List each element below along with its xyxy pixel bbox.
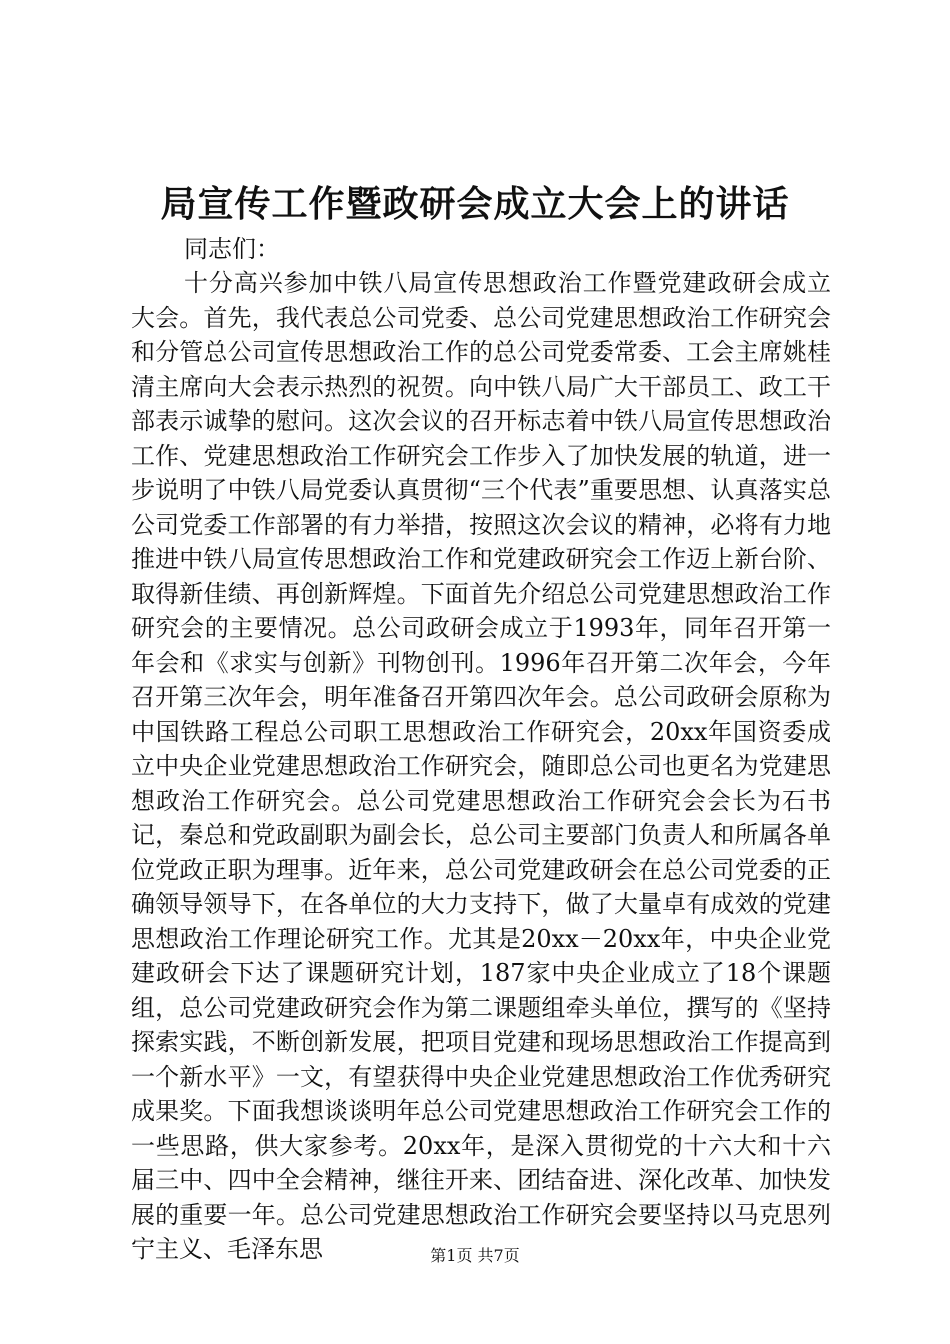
document-title: 局宣传工作暨政研会成立大会上的讲话 bbox=[160, 183, 790, 225]
salutation: 同志们： bbox=[184, 235, 280, 263]
body-paragraph: 十分高兴参加中铁八局宣传思想政治工作暨党建政研会成立大会。首先，我代表总公司党委、总公司党建思想政治工作研究会和分管总公司宣传思想政治工作的总公司党委常委、工会主席姚桂清主席向大会表示热烈的祝贺。向中铁八局广大干部员工、政工干部表示诚挚的慰问。这次会议的召开标志着中铁八局宣传思想政治工作、党建思想政治工作研究会工作步入了加快发展的轨道，进一步说明了中铁八局党委认真贯彻“三个代表”重要思想、认真落实总公司党委工作部署的有力举措，按照这次会议的精神，必将有力地推进中铁八局宣传思想政治工作和党建政研究会工作迈上新台阶、取得新佳绩、再创新辉煌。下面首先介绍总公司党建思想政治工作研究会的主要情况。总公司政研会成立于1993年，同年召开第一年会和《求实与创新》刊物创刊。1996年召开第二次年会，今年召开第三次年会，明年准备召开第四次年会。总公司政研会原称为中国铁路工程总公司职工思想政治工作研究会，20xx年国资委成立中央企业党建思想政治工作研究会，随即总公司也更名为党建思想政治工作研究会。总公司党建思想政治工作研究会会长为石书记，秦总和党政副职为副会长，总公司主要部门负责人和所属各单位党政正职为理事。近年来，总公司党建政研会在总公司党委的正确领导领导下，在各单位的大力支持下，做了大量卓有成效的党建思想政治工作理论研究工作。尤其是20xx－20xx年，中央企业党建政研会下达了课题研究计划，187家中央企业成立了18个课题组，总公司党建政研究会作为第二课题组牵头单位，撰写的《坚持探索实践，不断创新发展，把项目党建和现场思想政治工作提高到一个新水平》一文，有望获得中央企业党建思想政治工作优秀研究成果奖。下面我想谈谈明年总公司党建思想政治工作研究会工作的一些思路，供大家参考。20xx年，是深入贯彻党的十六大和十六届三中、四中全会精神，继往开来、团结奋进、深化改革、加快发展的重要一年。总公司党建思想政治工作研究会要坚持以马克思列宁主义、毛泽东思 bbox=[131, 269, 831, 1263]
page-number: 第1页 共7页 bbox=[430, 1246, 520, 1265]
